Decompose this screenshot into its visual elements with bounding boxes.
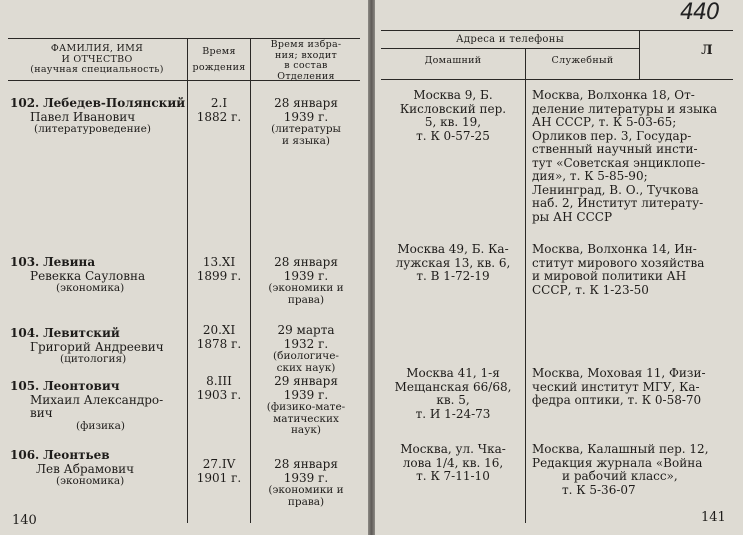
left-page [0, 0, 368, 535]
entry-number: 102. [10, 96, 40, 110]
elected-line: и языка) [282, 134, 330, 147]
home-line: Москва, ул. Чка- [400, 442, 506, 456]
birth-line: 8.III [206, 374, 232, 388]
elected-line: права) [287, 495, 325, 508]
entry-102-birth [188, 97, 250, 124]
header-text: (научная специальность) [30, 64, 164, 75]
header-work-col: Служебный [551, 55, 614, 66]
work-line: СССР, т. К 1-23-50 [532, 282, 649, 297]
home-line: Мещанская 66/68, [394, 379, 512, 394]
home-line: т. В 1-72-19 [416, 269, 490, 283]
birth-line: 2.I [210, 96, 228, 110]
work-line: Москва, Моховая 11, Физи- [532, 366, 706, 380]
entry-specialty: (экономика) [56, 475, 125, 487]
work-line: наб. 2, Институт литерату- [532, 196, 704, 210]
entry-105-home [383, 367, 523, 421]
birth-line: 13.XI [202, 255, 236, 269]
elected-line: (биологиче- [273, 350, 339, 362]
header-group-rule [381, 48, 639, 49]
header-addresses-group: Адреса и телефоны [456, 34, 564, 45]
elected-line: наук) [290, 424, 322, 436]
work-line: и рабочий класс», [562, 469, 678, 483]
entry-103-work [532, 243, 740, 297]
header-text: Время [202, 46, 236, 57]
entry-103-person [10, 256, 186, 295]
work-line: Москва, Волхонка 14, Ин- [532, 242, 697, 256]
entry-name: Лев Абрамович [36, 461, 135, 476]
entry-103-elected [251, 256, 361, 306]
entry-name: Ревекка Сауловна [30, 268, 146, 283]
entry-specialty: (экономика) [56, 282, 125, 294]
header-text: Время избра- [270, 39, 342, 50]
home-line: лужская 13, кв. 6, [395, 255, 511, 270]
work-line: и мировой политики АН [532, 269, 687, 283]
work-line: ститут мирового хозяйства [532, 255, 705, 270]
entry-102-person [10, 97, 186, 136]
birth-line: 20.XI [202, 323, 236, 337]
page-number: 140 [12, 513, 37, 528]
entry-105-work [532, 367, 740, 408]
entry-105-person [10, 380, 186, 432]
entry-number: 103. [10, 255, 40, 269]
elected-line: 28 января [274, 96, 338, 110]
entry-106-person [10, 449, 186, 488]
header-text: ния; входит [274, 49, 338, 61]
elected-line: права) [287, 293, 325, 306]
birth-line: 1903 г. [196, 387, 242, 402]
entry-surname: Лебедев-Полянский [43, 96, 186, 110]
home-line: Москва 9, Б. [413, 88, 493, 102]
entry-name: Григорий Андреевич [30, 339, 164, 354]
work-line: ственный научный инсти- [532, 142, 698, 156]
entry-number: 104. [10, 326, 40, 340]
entry-106-work [532, 443, 740, 497]
home-line: лова 1/4, кв. 16, [402, 455, 504, 470]
home-line: т. И 1-24-73 [415, 406, 491, 421]
elected-line: (литературы [271, 123, 341, 135]
elected-line: ских наук) [276, 361, 336, 374]
header-text: рождения [192, 62, 246, 73]
header-home-col: Домашний [424, 55, 482, 66]
header-text: ФАМИЛИЯ, ИМЯ [50, 43, 144, 54]
entry-103-home [383, 243, 523, 284]
page-number: 141 [701, 510, 726, 525]
birth-line: 1899 г. [196, 268, 242, 283]
elected-line: (физико-мате- [266, 401, 346, 413]
elected-line: 1939 г. [283, 268, 329, 283]
elected-line: 29 марта [277, 323, 335, 337]
home-line: Москва 49, Б. Ка- [397, 242, 509, 256]
header-top-rule [381, 30, 733, 31]
home-line: 5, кв. 19, [424, 115, 482, 129]
work-line: т. К 5-36-07 [562, 482, 636, 497]
work-line: АН СССР, т. К 5-03-65; [532, 115, 677, 129]
header-bottom-rule [381, 79, 733, 80]
entry-surname: Левитский [43, 326, 120, 340]
entry-102-work [532, 89, 740, 224]
elected-line: матических [273, 412, 339, 425]
column-divider [639, 30, 640, 80]
header-name-col [8, 44, 186, 76]
work-line: тут «Советская энциклопе- [532, 155, 706, 170]
birth-line: 1882 г. [196, 109, 242, 124]
header-text: в состав [284, 60, 328, 71]
entry-106-elected [251, 458, 361, 508]
elected-line: 1939 г. [283, 470, 329, 485]
header-birth-col [188, 44, 250, 76]
entry-name: Павел Иванович [30, 109, 136, 124]
home-line: т. К 0-57-25 [416, 128, 490, 143]
entry-103-birth [188, 256, 250, 283]
birth-line: 27.IV [202, 457, 236, 471]
home-line: Москва 41, 1-я [406, 366, 500, 380]
entry-name: Михаил Александро- [30, 392, 164, 407]
entry-104-birth [188, 324, 250, 351]
elected-line: 28 января [274, 457, 338, 471]
work-line: Москва, Волхонка 18, От- [532, 88, 695, 102]
handwritten-page-number: 440 [680, 0, 719, 25]
entry-number: 106. [10, 448, 40, 462]
entry-specialty: (цитология) [60, 353, 127, 365]
entry-104-person [10, 327, 186, 366]
right-page [375, 0, 743, 535]
entry-105-elected [251, 375, 361, 437]
column-divider [525, 48, 526, 523]
elected-line: (экономики и [268, 484, 344, 496]
work-line: ческий институт МГУ, Ка- [532, 379, 700, 394]
home-line: Кисловский пер. [399, 101, 507, 116]
work-line: Редакция журнала «Война [532, 455, 703, 470]
entry-106-home [383, 443, 523, 484]
header-text: Отделения [277, 70, 335, 82]
entry-surname: Левина [43, 255, 96, 269]
work-line: ры АН СССР [532, 209, 613, 224]
entry-surname: Леонтович [43, 379, 120, 393]
entry-102-home [383, 89, 523, 143]
entry-specialty: (физика) [76, 419, 125, 432]
entry-surname: Леонтьев [43, 448, 110, 462]
home-line: кв. 5, [436, 393, 470, 407]
header-elected-col [251, 40, 361, 82]
home-line: т. К 7-11-10 [416, 469, 490, 483]
header-text: И ОТЧЕСТВО [61, 53, 133, 65]
elected-line: 1932 г. [283, 336, 329, 351]
header-letter: Л [701, 43, 713, 58]
entry-number: 105. [10, 379, 40, 393]
entry-102-elected [251, 97, 361, 147]
work-line: деление литературы и языка [532, 101, 718, 116]
entry-104-elected [251, 324, 361, 374]
entry-specialty: (литературоведение) [34, 123, 151, 135]
elected-line: (экономики и [268, 282, 344, 294]
elected-line: 29 января [274, 374, 338, 388]
work-line: Ленинград, В. О., Тучкова [532, 182, 699, 197]
book-gutter [368, 0, 375, 535]
birth-line: 1901 г. [196, 470, 242, 485]
entry-106-birth [188, 458, 250, 485]
elected-line: 28 января [274, 255, 338, 269]
entry-105-birth [188, 375, 250, 402]
elected-line: 1939 г. [283, 387, 329, 402]
work-line: федра оптики, т. К 0-58-70 [532, 393, 702, 407]
entry-name: вич [30, 406, 53, 420]
work-line: Москва, Калашный пер. 12, [532, 442, 709, 456]
elected-line: 1939 г. [283, 109, 329, 124]
work-line: дия», т. К 5-85-90; [532, 169, 648, 183]
birth-line: 1878 г. [196, 336, 242, 351]
work-line: Орликов пер. 3, Государ- [532, 128, 692, 143]
